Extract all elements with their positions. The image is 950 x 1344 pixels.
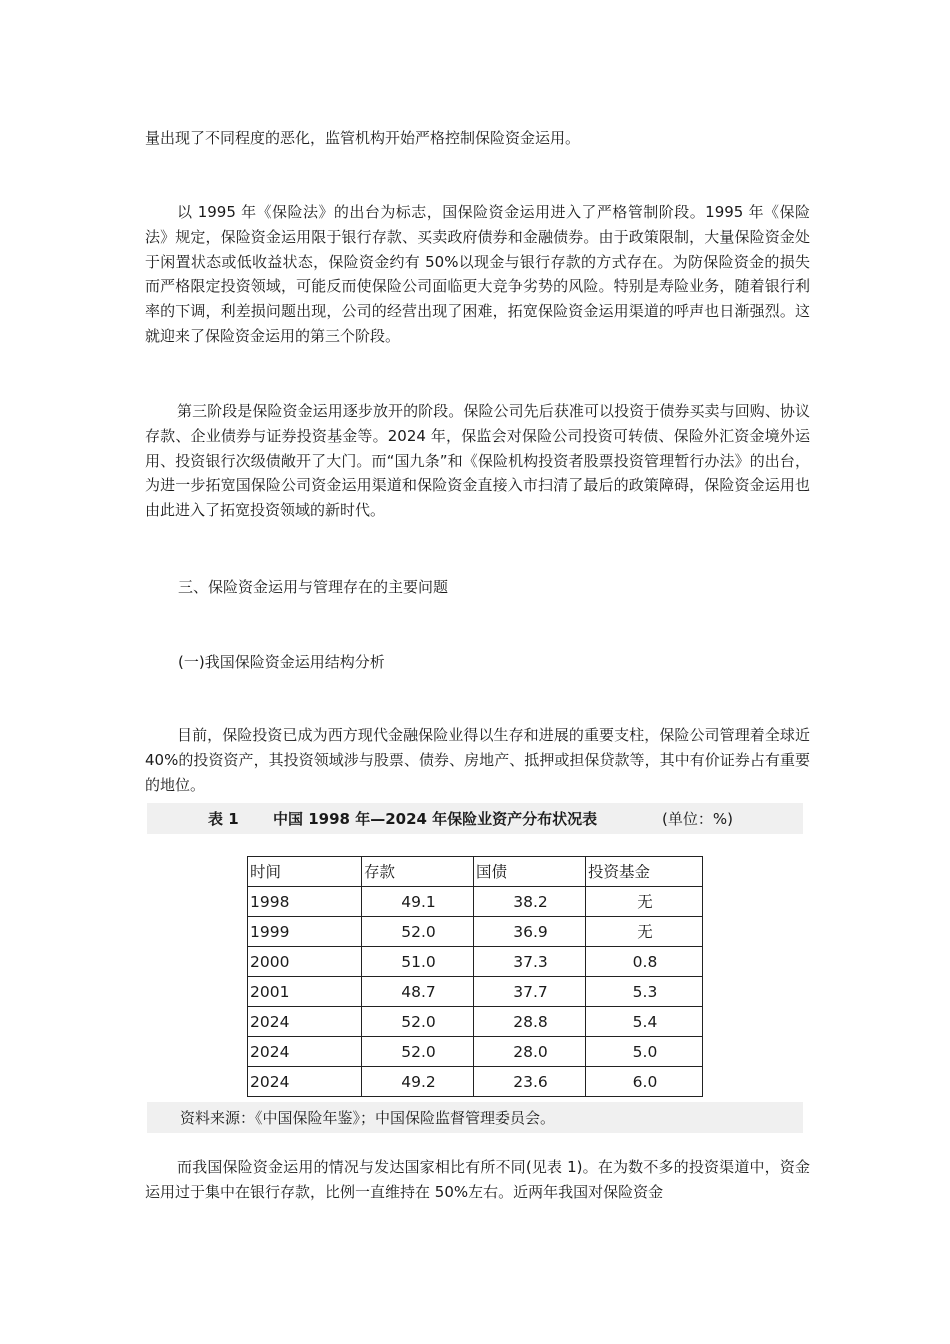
cell-deposits: 48.7 — [362, 977, 474, 1007]
cell-year: 1999 — [248, 917, 362, 947]
paragraph-insurance-investment: 目前，保险投资已成为西方现代金融保险业得以生存和进展的重要支柱，保险公司管理着全球近 40%的投资资产，其投资领域涉与股票、债券、房地产、抵押或担保贷款等，其中有价证券占有重要的地位。 — [145, 726, 810, 794]
cell-deposits: 51.0 — [362, 947, 474, 977]
header-bonds: 国债 — [474, 857, 586, 887]
table-caption-title: 中国 1998 年—2024 年保险业资产分布状况表 — [273, 810, 598, 828]
table-row — [248, 1007, 703, 1037]
cell-funds: 无 — [586, 917, 703, 947]
table-row — [248, 947, 703, 977]
cell-year: 2000 — [248, 947, 362, 977]
cell-deposits: 52.0 — [362, 1037, 474, 1067]
cell-funds: 5.0 — [586, 1037, 703, 1067]
cell-bonds: 37.7 — [474, 977, 586, 1007]
table-row — [248, 1067, 703, 1097]
table-header-row — [248, 857, 703, 887]
cell-deposits: 49.1 — [362, 887, 474, 917]
table-caption-band — [147, 803, 803, 834]
paragraph-china-comparison: 而我国保险资金运用的情况与发达国家相比有所不同(见表 1)。在为数不多的投资渠道中，资金运用过于集中在银行存款，比例一直维持在 50%左右。近两年我国对保险资金 — [145, 1158, 810, 1201]
asset-distribution-table — [247, 856, 703, 1097]
paragraph-third-stage: 第三阶段是保险资金运用逐步放开的阶段。保险公司先后获准可以投资于债券买卖与回购、协议存款、企业债券与证券投资基金等。2024 年，保监会对保险公司投资可转债、保险外汇资金境外运用、投资银行次级债敞开了大门。而“国九条”和《保险机构投资者股票投资管理暂行办法》的出台，为进一步拓宽国保险公司资金运用渠道和保险资金直接入市扫清了最后的政策障碍，保险资金运用也由此进入了拓宽投资领域的新时代。 — [145, 402, 810, 520]
table-row — [248, 887, 703, 917]
cell-year: 2024 — [248, 1067, 362, 1097]
cell-deposits: 52.0 — [362, 1007, 474, 1037]
cell-bonds: 38.2 — [474, 887, 586, 917]
cell-funds: 0.8 — [586, 947, 703, 977]
cell-bonds: 28.0 — [474, 1037, 586, 1067]
table-row — [248, 1037, 703, 1067]
cell-bonds: 23.6 — [474, 1067, 586, 1097]
cell-bonds: 37.3 — [474, 947, 586, 977]
table-source: 资料来源：《中国保险年鉴》；中国保险监督管理委员会。 — [180, 1109, 556, 1127]
subsection-heading-structure-analysis: (一)我国保险资金运用结构分析 — [178, 653, 385, 671]
cell-funds: 无 — [586, 887, 703, 917]
cell-year: 2024 — [248, 1007, 362, 1037]
cell-funds: 5.4 — [586, 1007, 703, 1037]
cell-deposits: 52.0 — [362, 917, 474, 947]
table-row — [248, 917, 703, 947]
paragraph-strict-control-stage: 以 1995 年《保险法》的出台为标志，国保险资金运用进入了严格管制阶段。1995 年《保险法》规定，保险资金运用限于银行存款、买卖政府债券和金融债券。由于政策限制，大量保险资金处于闲置状态或低收益状态，保险资金约有 50%以现金与银行存款的方式存在。为防保险资金的损失而严格限定投资领域，可能反而使保险公司面临更大竞争劣势的风险。特别是寿险业务，随着银行利率的下调，利差损问题出现，公司的经营出现了困难，拓宽保险资金运用渠道的呼声也日渐强烈。这就迎来了保险资金运用的第三个阶段。 — [145, 203, 810, 345]
cell-funds: 6.0 — [586, 1067, 703, 1097]
table-caption-label: 表 1 — [208, 810, 239, 828]
cell-bonds: 28.8 — [474, 1007, 586, 1037]
cell-deposits: 49.2 — [362, 1067, 474, 1097]
table-source-band — [147, 1102, 803, 1133]
table-row — [248, 977, 703, 1007]
cell-year: 2001 — [248, 977, 362, 1007]
paragraph-continuation: 量出现了不同程度的恶化，监管机构开始严格控制保险资金运用。 — [145, 129, 581, 147]
cell-year: 2024 — [248, 1037, 362, 1067]
table-caption-unit: (单位：%) — [662, 810, 733, 828]
header-deposits: 存款 — [362, 857, 474, 887]
cell-bonds: 36.9 — [474, 917, 586, 947]
header-funds: 投资基金 — [586, 857, 703, 887]
section-heading-main-problems: 三、保险资金运用与管理存在的主要问题 — [178, 578, 449, 596]
cell-funds: 5.3 — [586, 977, 703, 1007]
header-time: 时间 — [248, 857, 362, 887]
cell-year: 1998 — [248, 887, 362, 917]
